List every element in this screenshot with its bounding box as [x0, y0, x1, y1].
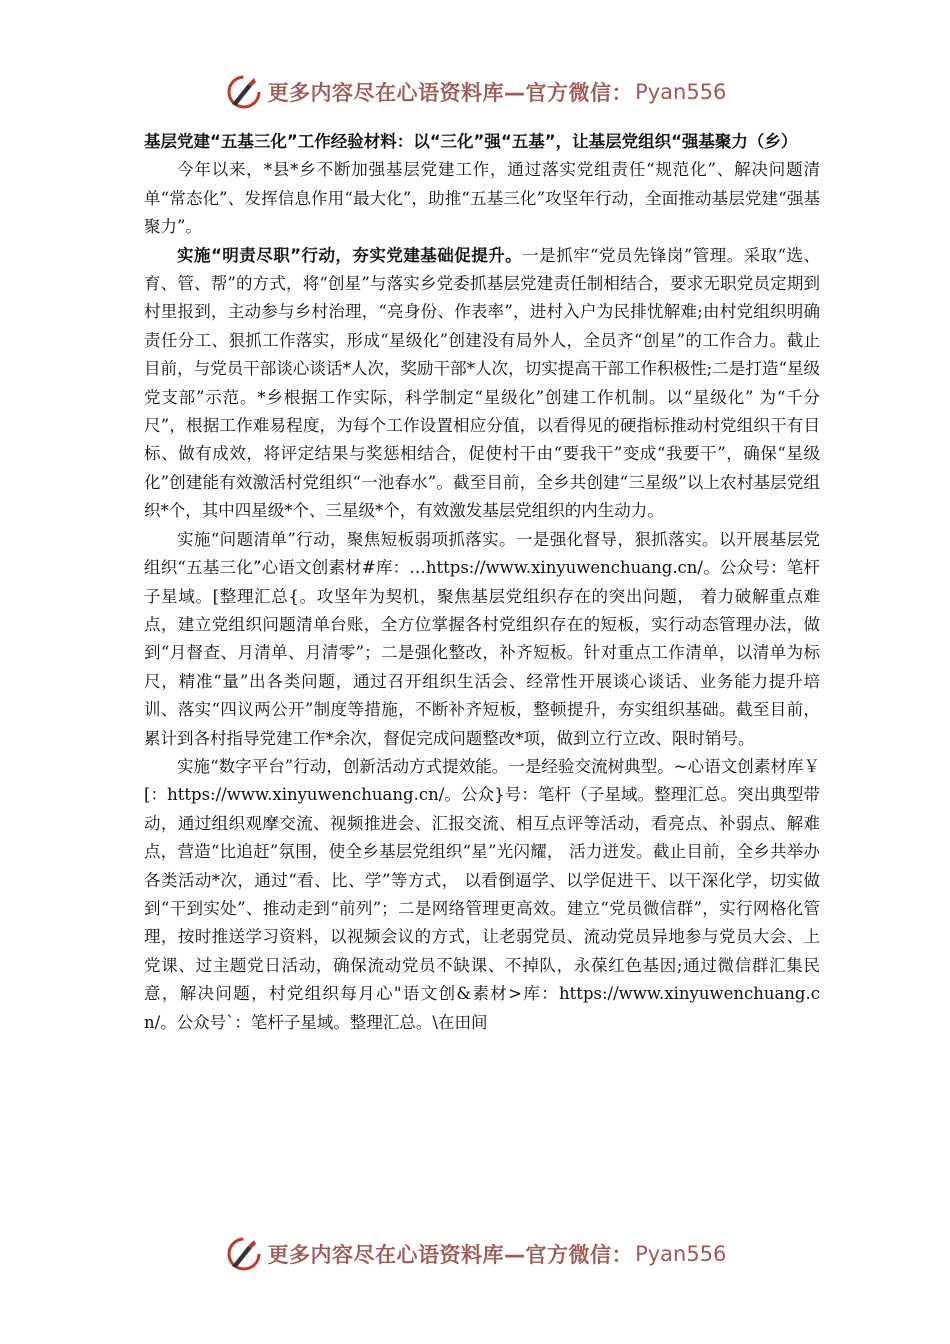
banner-text: 更多内容尽在心语资料库—官方微信：: [267, 1243, 634, 1267]
paragraph-intro: [144, 156, 820, 241]
paragraph-accountability-lead: 实施“明责尽职”行动，夯实党建基础促提升。: [177, 245, 523, 265]
watermark-banner-bottom: [0, 1232, 950, 1276]
watermark-banner-top: [0, 70, 950, 114]
paragraph-digital-platform-text: 实施“数字平台”行动，创新活动方式提效能。一是经验交流树典型。~心语文创素材库￥[：https://www.xinyuwenchuang.cn/。公众}号：笔杆（子星域。整理汇总。突出典型带动，通过组织观摩交流、视频推进会、汇报交流、相互点评等活动，看亮点、补弱点、解难点，营造“比追赶”氛围，使全乡基层党组织“星”光闪耀， 活力迸发。截止目前，全乡共举办各类活动*次，通过“看、比、学”等方式， 以看倒逼学、以学促进干、以干深化学，切实做到“干到实处”、推动走到“前列”；二是网络管理更高效。建立“党员微信群”，实行网格化管理，按时推送学习资料，以视频会议的方式，让老弱党员、流动党员异地参与党员大会、上党课、过主题党日活动，确保流动党员不缺课、不掉队，永葆红色基因;通过微信群汇集民意，解决问题，村党组织每月心"语文创&素材>库：https://www.xinyuwenchuang.cn/。公众号`：笔杆子星域。整理汇总。\在田间: [144, 756, 820, 1032]
document-title: 基层党建“五基三化”工作经验材料：以“三化”强“五基”，让基层党组织“强基聚力（乡）: [144, 132, 798, 151]
banner-wechat-id: Pyan556: [635, 80, 727, 104]
paragraph-accountability: [144, 242, 820, 526]
paragraph-problem-list-text: 实施“问题清单”行动，聚焦短板弱项抓落实。一是强化督导，狠抓落实。以开展基层党组织“五基三化”心语文创素材#库：…https://www.xinyuwenchuang.cn/。公众号：笔杆子星域。[整理汇总{。攻坚年为契机，聚焦基层党组织存在的突出问题， 着力破解重点难点，建立党组织问题清单台账，全方位掌握各村党组织存在的短板，实行动态管理办法，做到“月督查、月清单、月清零”；二是强化整改，补齐短板。针对重点工作清单，以清单为标尺，精准“量”出各类问题，通过召开组织生活会、经常性开展谈心谈话、业务能力提升培训、落实“四议两公开”制度等措施，不断补齐短板，整顿提升，夯实组织基础。截至目前，累计到各村指导党建工作*余次，督促完成问题整改*项，做到立行立改、限时销号。: [144, 529, 820, 748]
banner-text: 更多内容尽在心语资料库—官方微信：: [267, 81, 634, 105]
document-body: [144, 128, 820, 1037]
paragraph-accountability-text: 一是抓牢“党员先锋岗”管理。采取“选、育、管、帮”的方式，将“创星”与落实乡党委抓基层党建责任制相结合，要求无职党员定期到村里报到，主动参与乡村治理，“亮身份、作表率”，进村入户为民排忧解难;由村党组织明确责任分工、狠抓工作落实，形成“星级化”创建没有局外人，全员齐“创星”的工作合力。截止目前，与党员干部谈心谈话*人次，奖励干部*人次，切实提高干部工作积极性;二是打造“星级党支部”示范。*乡根据工作实际，科学制定“星级化”创建工作机制。以“星级化” 为“千分尺”，根据工作难易程度，为每个工作设置相应分值，以看得见的硬指标推动村党组织干有目标、做有成效，将评定结果与奖惩相结合，促使村干由“要我干”变成“我要干”，确保“星级化”创建能有效激活村党组织“一池春水”。截至目前，全乡共创建“三星级”以上农村基层党组织*个，其中四星级*个、三星级*个，有效激发基层党组织的内生动力。: [144, 245, 820, 521]
paragraph-problem-list: [144, 526, 820, 753]
paragraph-digital-platform: [144, 753, 820, 1037]
banner-wechat-id: Pyan556: [635, 1242, 727, 1266]
pen-logo-icon: [224, 72, 264, 112]
pen-logo-icon: [224, 1234, 264, 1274]
paragraph-intro-text: 今年以来，*县*乡不断加强基层党建工作，通过落实党组责任“规范化”、解决问题清单“常态化”、发挥信息作用“最大化”，助推“五基三化”攻坚年行动，全面推动基层党建“强基聚力”。: [144, 160, 820, 237]
